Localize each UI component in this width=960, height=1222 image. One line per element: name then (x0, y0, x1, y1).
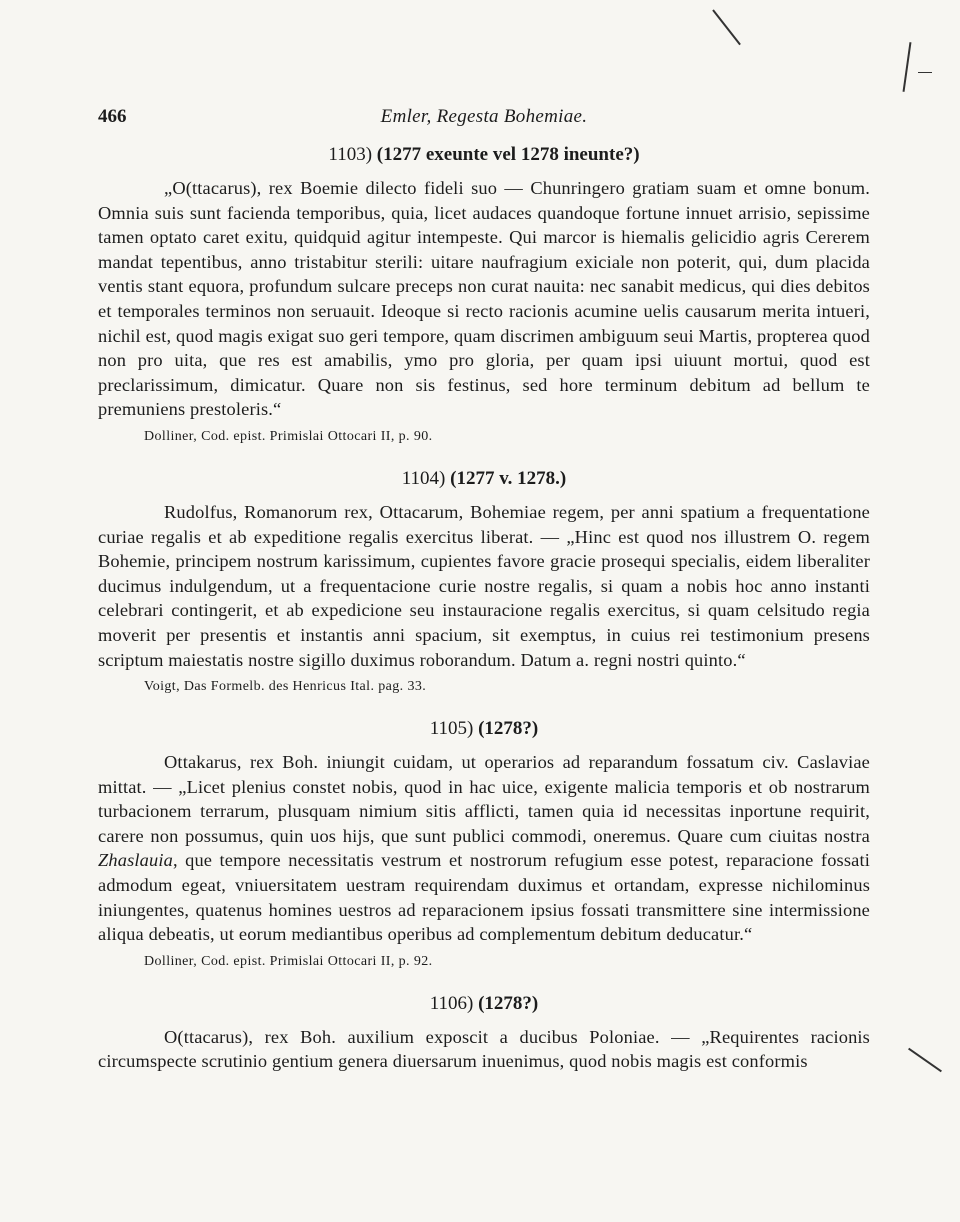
document-entry (98, 468, 870, 696)
place-name: Zhaslauia (98, 850, 173, 871)
document-entry (98, 993, 870, 1074)
running-head: Emler, Regesta Bohemiae. (380, 106, 588, 127)
entry-text: Rudolfus, Romanorum rex, Ottacarum, Bohemiae regem, per anni spatium a frequentatione curiae regalis et ab expeditione regalis exercitus liberat. — „Hinc est quod nos illustrem O. regem Bohemie, principem nostrum karissimum, cupientes favore gracie prosequi specialis, eidem liberaliter ducimus indulgendum, ut a frequentacione curie nostre regalis, si quam a nobis hoc anno instanti celebrari contingerit, et ab expedicione seu instauracione regalis exercitus, si quam celsitudo regia moverit per presentis et instantis anni spacium, sit exemptus, in cuius rei testimonium presens scriptum maiestatis nostre sigillo duximus roborandum. Datum a. regni nostri quinto.“ (98, 501, 870, 670)
document-entry (98, 718, 870, 971)
entry-text-part: Ottakarus, rex Boh. iniungit cuidam, ut operarios ad reparandum fossatum civ. Caslaviae mittat. — „Licet plenius constet nobis, quod in hac uice, exigente malicia temporis et ob nostrarum turbacionem terrarum, plusquam nimium sitis afflicti, tamen quia id necessitas inportune requirit, carere non possumus, quin uos hijs, que sunt publici commodi, oneremus. Quare cum ciuitas nostra (98, 752, 870, 846)
entry-date: (1278?) (478, 992, 539, 1014)
entry-text (98, 750, 870, 947)
entry-heading (98, 144, 870, 166)
entry-source: Voigt, Das Formelb. des Henricus Ital. pag. 33. (144, 679, 427, 695)
entry-date: (1277 v. 1278.) (450, 467, 567, 489)
scan-mark (908, 1048, 942, 1073)
entry-number: 1103) (328, 144, 373, 165)
scan-mark (918, 72, 932, 73)
entry-heading (98, 718, 870, 740)
entry-text: „O(ttacarus), rex Boemie dilecto fideli suo — Chunringero gratiam suam et omne bonum. Omnia suis sunt facienda temporibus, quia, licet audaces quandoque fortune innuet arrisio, sepissime tamen optato caret exitu, quidquid agitur intempeste. Qui marcor is hiemalis gelicidio agris Cererem mandat tepentibus, anno tristabitur sterili: uitare naufragium exiciale non poterit, qui, dum placida ventis stant equora, profundum sulcare preceps non curat nauita: nec sanabit medicus, qui dies debitos et temporales terminos non seruauit. Ideoque si recto racionis acumine uelis causarum merita intueri, nichil est, quod magis exigat suo geri tempore, quam discrimen ambiguum seui Martis, propterea quod non pro uita, que res est amabilis, ymo pro gloria, per quam ipsi uiuunt mortui, quod est preclarissimum, dimicatur. Quare non sis festinus, sed hore terminum debitum ad bellum te premuniens prestoleris.“ (98, 178, 870, 420)
entry-number: 1104) (401, 467, 446, 489)
entry-date: (1277 exeunte vel 1278 ineunte?) (376, 144, 640, 165)
scan-mark (903, 42, 912, 92)
entry-text-part: , que tempore necessitatis vestrum et nostrorum refugium esse potest, reparacione fossati admodum egeat, vniuersitatem uestram requirendam duximus et ortandam, expresse nichilominus iniungentes, quatenus homines uestros ad reparacionem ipsius fossati transmittere sine intermissione aliqua debeatis, ut eorum mediantibus operibus ad complementum debitum deducatur.“ (98, 850, 870, 945)
entry-number: 1105) (429, 718, 474, 740)
scan-mark (712, 9, 741, 45)
entry-date: (1278?) (478, 718, 539, 740)
entry-heading (98, 468, 870, 490)
document-page (98, 100, 870, 1074)
entry-source: Dolliner, Cod. epist. Primislai Ottocari II, p. 90. (144, 428, 433, 444)
page-header (98, 100, 870, 130)
entry-source: Dolliner, Cod. epist. Primislai Ottocari II, p. 92. (144, 953, 433, 969)
page-number: 466 (98, 106, 127, 127)
entry-text: O(ttacarus), rex Boh. auxilium exposcit a ducibus Poloniae. — „Requirentes racionis circumspecte scrutinio gentium genera diuersarum inuenimus, quod nobis magis est conformis (98, 1026, 870, 1072)
entry-heading (98, 993, 870, 1015)
document-entry (98, 144, 870, 446)
entry-number: 1106) (429, 992, 474, 1014)
